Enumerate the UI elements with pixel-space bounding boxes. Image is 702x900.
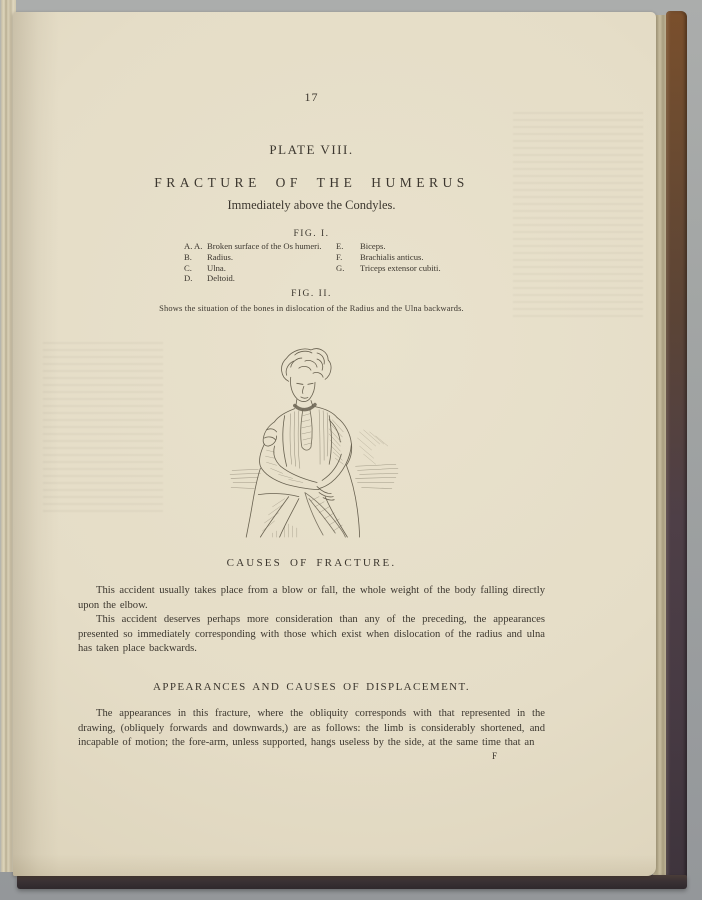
label-row <box>336 252 441 263</box>
paragraph: The appearances in this fracture, where the obliquity corresponds with that represented in the drawing, (obliquely forwards and downwards,) are as follows: the limb is considerably shortened, and incapable of motion; the fore-arm, unless supported, hangs useless by the side, at the same time that an <box>78 708 545 749</box>
label-row <box>336 241 441 252</box>
fig1-labels-right <box>336 241 441 273</box>
label-key: E. <box>336 241 344 251</box>
label-row <box>184 263 322 274</box>
page-number: 17 <box>304 90 319 104</box>
label-key: G. <box>336 262 345 273</box>
paragraph: This accident usually takes place from a blow or fall, the whole weight of the body falling directly upon the elbow. <box>78 585 545 611</box>
fig2-caption: Shows the situation of the bones in dislocation of the Radius and the Ulna backwards. <box>159 304 464 313</box>
book-page <box>13 12 656 876</box>
label-text: Brachialis anticus. <box>360 251 424 262</box>
label-text: Deltoid. <box>207 273 235 284</box>
typeset-content <box>78 12 545 876</box>
label-text: Radius. <box>207 251 234 262</box>
label-text: Biceps. <box>360 241 386 251</box>
fig1-labels-left <box>184 241 322 284</box>
label-text: Ulna. <box>207 262 226 273</box>
label-row <box>184 241 322 252</box>
book-cover-bottom <box>17 875 687 889</box>
label-key: F. <box>336 251 343 262</box>
page-subtitle: Immediately above the Condyles. <box>227 198 396 212</box>
appearances-paragraphs <box>78 707 545 751</box>
label-key: C. <box>184 262 192 273</box>
label-key: A. A. <box>184 241 203 251</box>
page-title: FRACTURE OF THE HUMERUS <box>154 175 469 190</box>
section-heading-causes: CAUSES OF FRACTURE. <box>226 557 397 569</box>
plate-heading: PLATE VIII. <box>269 142 354 157</box>
causes-paragraphs <box>78 584 545 657</box>
figure-illustration <box>228 344 400 538</box>
fig1-heading: FIG. I. <box>293 229 330 239</box>
paragraph: This accident deserves perhaps more consideration than any of the preceding, the appearances presented so immediately corresponding with those which exist when dislocation of the radius and ulna has taken place backwards. <box>78 614 545 655</box>
label-key: B. <box>184 251 192 262</box>
label-text: Broken surface of the Os humeri. <box>207 241 322 251</box>
label-text: Triceps extensor cubiti. <box>360 262 441 273</box>
engraving-svg <box>228 344 400 538</box>
label-row <box>184 273 322 284</box>
section-heading-appearances: APPEARANCES AND CAUSES OF DISPLACEMENT. <box>153 681 470 693</box>
book-cover-right <box>666 11 687 888</box>
fig2-heading: FIG. II. <box>291 289 332 299</box>
label-row <box>184 252 322 263</box>
printer-signature-mark: F <box>492 751 498 761</box>
label-key: D. <box>184 273 193 284</box>
label-row <box>336 263 441 274</box>
